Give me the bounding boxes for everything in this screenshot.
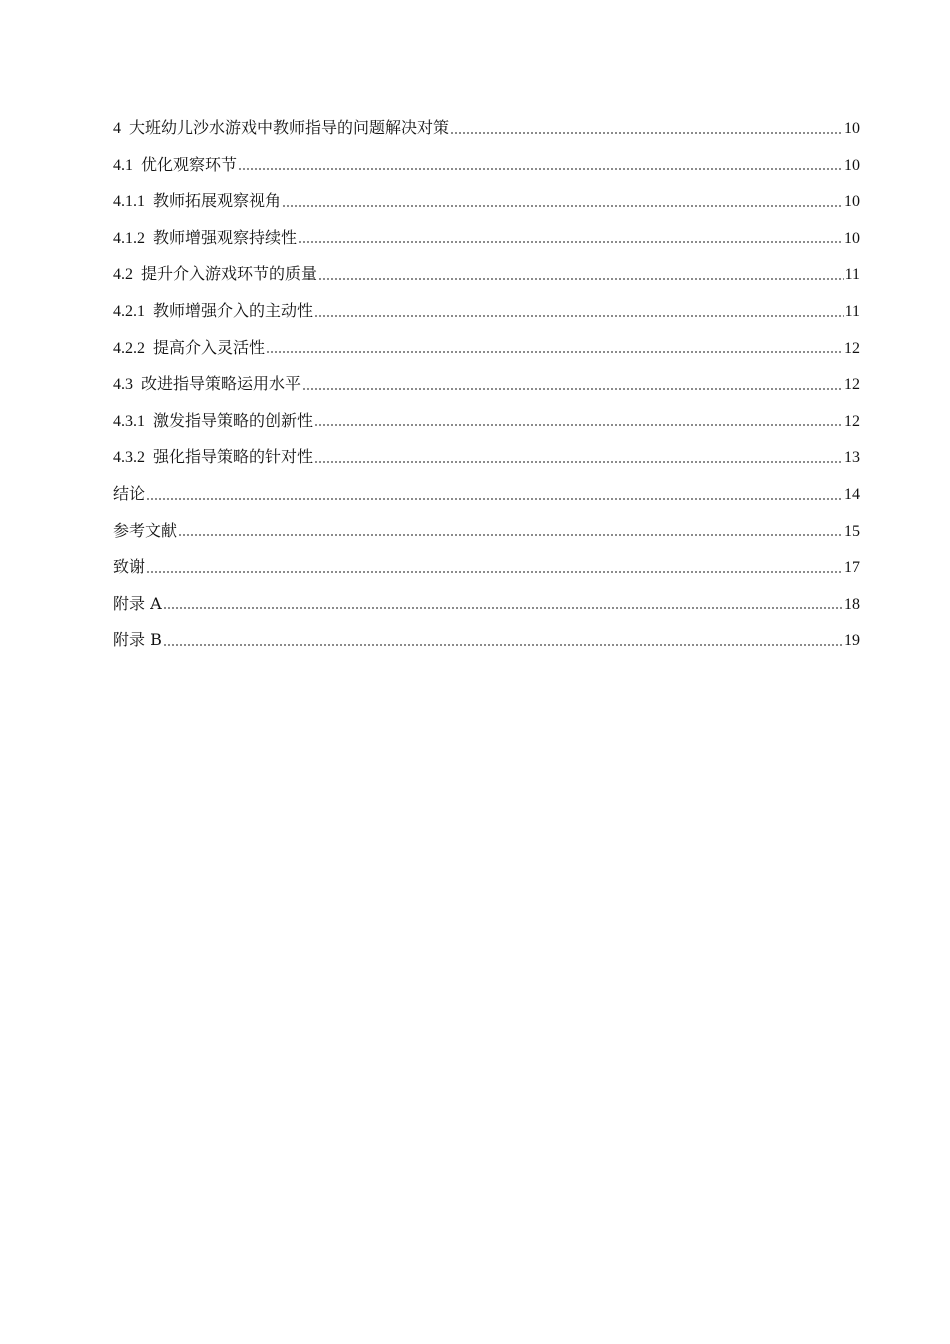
toc-entry-number: 4.2 — [113, 266, 133, 284]
toc-page-number: 15 — [844, 522, 860, 540]
toc-page-number: 12 — [844, 376, 860, 394]
toc-page-number: 17 — [844, 559, 860, 577]
toc-page-number: 12 — [844, 339, 860, 357]
toc-entry[interactable] — [113, 293, 860, 330]
toc-entry-number: 4.2.1 — [113, 302, 145, 320]
toc-entry-title — [113, 110, 449, 148]
toc-entry-title — [113, 622, 162, 659]
toc-entry-text: 优化观察环节 — [141, 154, 238, 174]
toc-entry-text: 附录 A — [113, 593, 162, 613]
toc-page-number: 10 — [844, 120, 860, 137]
toc-entry[interactable] — [113, 476, 860, 513]
toc-entry-text: 提升介入游戏环节的质量 — [141, 264, 318, 284]
toc-entry-title — [113, 403, 313, 441]
toc-entry-number: 4.3.2 — [113, 449, 145, 467]
toc-dot-leader — [314, 315, 844, 317]
toc-entry-text: 结论 — [113, 483, 146, 503]
toc-entry[interactable] — [113, 622, 860, 659]
toc-page-number: 12 — [844, 412, 860, 430]
toc-entry-number: 4.1.1 — [113, 193, 145, 211]
toc-entry-text: 改进指导策略运用水平 — [141, 374, 302, 394]
toc-dot-leader — [314, 461, 843, 463]
toc-entry[interactable] — [113, 220, 860, 257]
toc-entry-number: 4.3 — [113, 376, 133, 394]
toc-entry-text: 附录 B — [113, 630, 162, 650]
toc-entry[interactable] — [113, 330, 860, 367]
toc-entry-text: 教师增强观察持续性 — [153, 227, 298, 247]
toc-page-number: 14 — [844, 485, 860, 503]
toc-entry-text: 大班幼儿沙水游戏中教师指导的问题解决对策 — [129, 118, 450, 137]
toc-page-number: 19 — [844, 632, 860, 650]
toc-entry[interactable] — [113, 366, 860, 403]
toc-page-number: 10 — [844, 156, 860, 174]
toc-dot-leader — [238, 168, 843, 170]
toc-dot-leader — [450, 132, 843, 134]
toc-entry-title — [113, 147, 237, 185]
toc-page-number: 18 — [844, 595, 860, 613]
toc-page-number: 13 — [844, 449, 860, 467]
toc-dot-leader — [178, 534, 843, 536]
toc-entry-number: 4.2.2 — [113, 339, 145, 357]
toc-entry[interactable] — [113, 513, 860, 550]
toc-entry-number: 4.1 — [113, 156, 133, 174]
toc-entry[interactable] — [113, 147, 860, 184]
toc-entry-text: 致谢 — [113, 557, 146, 577]
toc-entry-title — [113, 586, 162, 623]
toc-page-number: 10 — [844, 193, 860, 211]
toc-entry-title — [113, 366, 301, 404]
toc-entry-title — [113, 549, 145, 586]
toc-entry-text: 参考文献 — [113, 520, 178, 540]
toc-dot-leader — [302, 388, 843, 390]
toc-dot-leader — [298, 241, 843, 243]
toc-entry[interactable] — [113, 586, 860, 623]
toc-entry-title — [113, 183, 281, 221]
toc-entry-title — [113, 220, 297, 258]
toc-dot-leader — [146, 498, 843, 500]
toc-entry[interactable] — [113, 183, 860, 220]
toc-entry-title — [113, 293, 313, 331]
toc-entry[interactable] — [113, 403, 860, 440]
toc-dot-leader — [163, 607, 843, 609]
toc-page-number: 10 — [844, 229, 860, 247]
toc-entry-text: 提高介入灵活性 — [153, 337, 266, 357]
toc-entry-title — [113, 439, 313, 477]
toc-entry-text: 激发指导策略的创新性 — [153, 410, 314, 430]
toc-dot-leader — [266, 351, 843, 353]
toc-entry[interactable] — [113, 549, 860, 586]
table-of-contents — [113, 110, 860, 659]
toc-entry-number: 4.3.1 — [113, 412, 145, 430]
toc-dot-leader — [314, 424, 843, 426]
toc-entry[interactable] — [113, 256, 860, 293]
toc-dot-leader — [146, 571, 843, 573]
toc-entry-text: 教师拓展观察视角 — [153, 191, 282, 211]
toc-dot-leader — [163, 644, 843, 646]
toc-entry-number: 4.1.2 — [113, 229, 145, 247]
toc-entry[interactable] — [113, 439, 860, 476]
toc-entry-number: 4 — [113, 120, 121, 137]
toc-page-number: 11 — [844, 302, 860, 320]
toc-dot-leader — [318, 278, 844, 280]
toc-entry-title — [113, 256, 317, 294]
toc-page-number: 11 — [844, 266, 860, 284]
toc-entry-title — [113, 476, 145, 513]
toc-entry[interactable] — [113, 110, 860, 147]
toc-entry-title — [113, 513, 177, 550]
toc-dot-leader — [282, 205, 843, 207]
toc-entry-title — [113, 330, 265, 368]
toc-entry-text: 强化指导策略的针对性 — [153, 447, 314, 467]
toc-entry-text: 教师增强介入的主动性 — [153, 300, 314, 320]
